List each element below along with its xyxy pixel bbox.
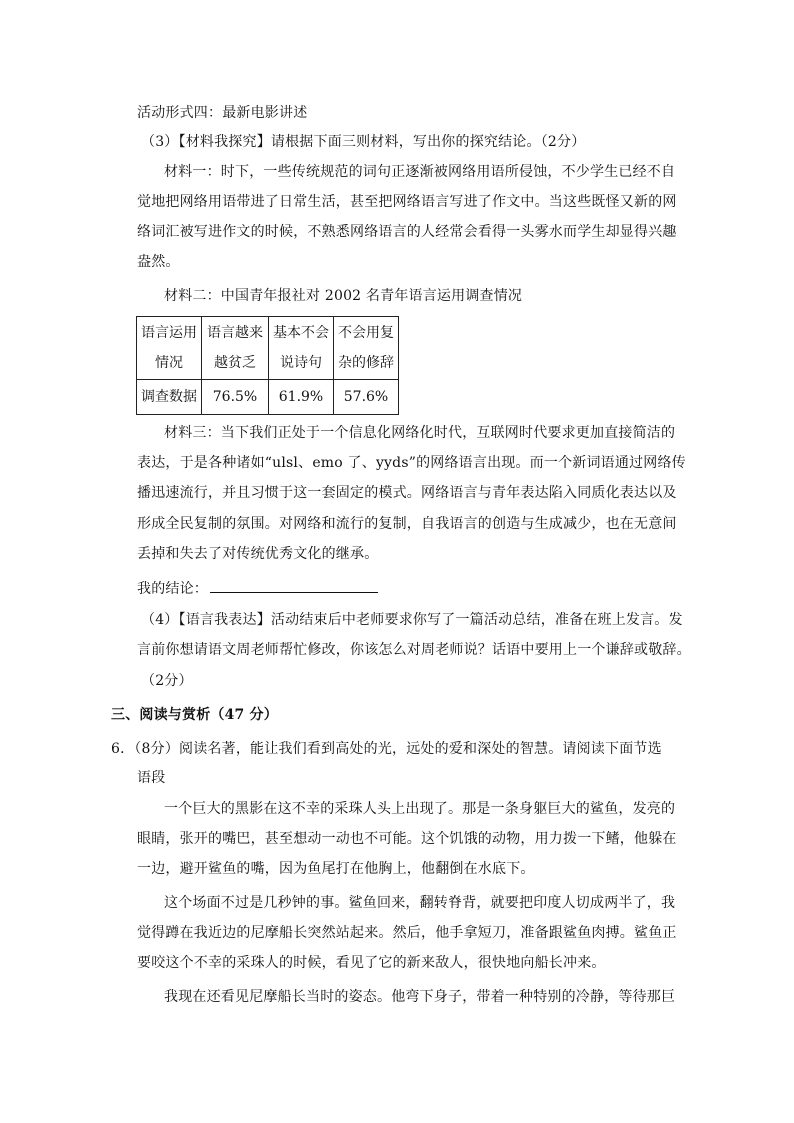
table-cell: 76.5%: [202, 380, 269, 415]
table-header-cell: 语言越来 越贫乏: [202, 317, 269, 380]
my-conclusion-label: 我的结论：: [137, 581, 208, 597]
activity-form-four: 活动形式四：最新电影讲述: [137, 105, 308, 121]
passage-p2-line-1: 这个场面不过是几秒钟的事。鲨鱼回来，翻转脊背，就要把印度人切成两半了，我: [164, 895, 676, 911]
material-3-line-1: 材料三：当下我们正处于一个信息化网络化时代，互联网时代要求更加直接简洁的: [164, 425, 676, 441]
table-header-cell: 语言运用 情况: [137, 317, 202, 380]
material-1-line-2: 觉地把网络用语带进了日常生活，甚至把网络语言写进了作文中。当这些既怪又新的网: [137, 194, 677, 210]
survey-table: [136, 316, 399, 415]
passage-p1-line-1: 一个巨大的黑影在这不幸的采珠人头上出现了。那是一条身躯巨大的鲨鱼，发亮的: [164, 801, 676, 817]
table-header-cell: 不会用复 杂的修辞: [334, 317, 399, 380]
passage-p3-line-1: 我现在还看见尼摩船长当时的姿态。他弯下身子，带着一种特别的冷静，等待那巨: [164, 989, 676, 1005]
question-4-line-2: 言前你想请语文周老师帮忙修改，你该怎么对周老师说？话语中要用上一个谦辞或敬辞。: [137, 642, 691, 658]
material-1-line-3: 络词汇被写进作文的时候，不熟悉网络语言的人经常会看得一头雾水而学生却显得兴趣: [137, 224, 677, 240]
my-conclusion: [137, 578, 378, 599]
question-4-line-1: （4）【语言我表达】活动结束后中老师要求你写了一篇活动总结，准备在班上发言。发: [141, 612, 683, 628]
passage-p2-line-2: 觉得蹲在我近边的尼摩船长突然站起来。然后，他手拿短刀，准备跟鲨鱼肉搏。鲨鱼正: [137, 925, 677, 941]
passage-p2-line-3: 要咬这个不幸的采珠人的时候，看见了它的新来敌人，很快地向船长冲来。: [137, 955, 606, 971]
material-3-line-2: 表达，于是各种诸如“ulsl、emo 了、yyds”的网络语言出现。而一个新词语通过网络传: [137, 455, 686, 471]
conclusion-answer-blank[interactable]: [210, 578, 378, 593]
material-2-title: 材料二：中国青年报社对 2002 名青年语言运用调查情况: [164, 288, 523, 304]
question-6-line-1: 6．（8分）阅读名著，能让我们看到高处的光，远处的爱和深处的智慧。请阅读下面节选: [111, 741, 662, 757]
table-header-cell: 基本不会 说诗句: [269, 317, 334, 380]
passage-p1-line-2: 眼睛，张开的嘴巴，甚至想动一动也不可能。这个饥饿的动物，用力拨一下鳍，他躲在: [137, 831, 677, 847]
table-cell: 61.9%: [269, 380, 334, 415]
question-3-prompt: （3）【材料我探究】请根据下面三则材料，写出你的探究结论。（2分）: [141, 134, 586, 150]
material-3-line-3: 播迅速流行，并且习惯于这一套固定的模式。网络语言与青年表达陷入同质化表达以及: [137, 485, 677, 501]
material-1-line-4: 盎然。: [137, 254, 180, 270]
table-cell: 调查数据: [137, 380, 202, 415]
table-header-row: [137, 317, 399, 380]
passage-p1-line-3: 一边，避开鲨鱼的嘴，因为鱼尾打在他胸上，他翻倒在水底下。: [137, 861, 535, 877]
table-row: [137, 380, 399, 415]
question-6-line-2: 语段: [137, 770, 166, 786]
question-4-line-3: （2分）: [141, 673, 193, 689]
section-3-heading: 三、阅读与赏析（47 分）: [111, 707, 278, 723]
material-1-line-1: 材料一：时下，一些传统规范的词句正逐渐被网络用语所侵蚀，不少学生已经不自: [164, 164, 676, 180]
material-3-line-4: 形成全民复制的氛围。对网络和流行的复制，自我语言的创造与生成减少，也在无意间: [137, 516, 677, 532]
material-3-line-5: 丢掉和失去了对传统优秀文化的继承。: [137, 546, 379, 562]
table-cell: 57.6%: [334, 380, 399, 415]
